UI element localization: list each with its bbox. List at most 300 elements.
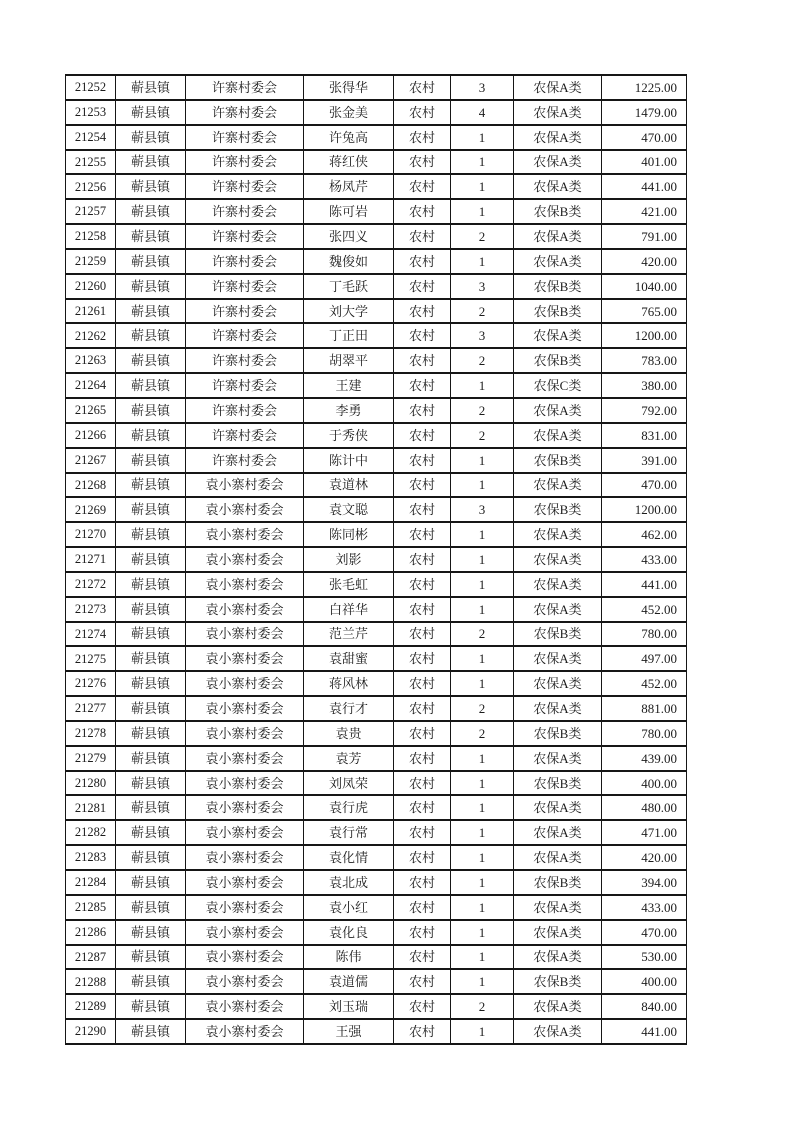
cell-town: 蕲县镇 xyxy=(116,994,186,1019)
cell-count: 1 xyxy=(451,1019,514,1044)
cell-insurance_type: 农保A类 xyxy=(514,895,602,920)
cell-amount: 783.00 xyxy=(602,348,687,373)
cell-insurance_type: 农保B类 xyxy=(514,969,602,994)
cell-name: 丁正田 xyxy=(304,323,394,348)
cell-count: 1 xyxy=(451,522,514,547)
cell-id: 21271 xyxy=(66,547,116,572)
cell-amount: 1225.00 xyxy=(602,75,687,100)
cell-name: 胡翠平 xyxy=(304,348,394,373)
cell-category: 农村 xyxy=(394,994,451,1019)
cell-amount: 470.00 xyxy=(602,125,687,150)
cell-village_committee: 许寨村委会 xyxy=(186,125,304,150)
cell-village_committee: 袁小寨村委会 xyxy=(186,746,304,771)
cell-town: 蕲县镇 xyxy=(116,249,186,274)
cell-name: 袁贵 xyxy=(304,721,394,746)
cell-name: 袁小红 xyxy=(304,895,394,920)
cell-village_committee: 袁小寨村委会 xyxy=(186,945,304,970)
cell-count: 1 xyxy=(451,795,514,820)
cell-category: 农村 xyxy=(394,174,451,199)
cell-town: 蕲县镇 xyxy=(116,199,186,224)
cell-amount: 394.00 xyxy=(602,870,687,895)
cell-count: 1 xyxy=(451,646,514,671)
cell-amount: 441.00 xyxy=(602,174,687,199)
cell-village_committee: 许寨村委会 xyxy=(186,299,304,324)
cell-village_committee: 袁小寨村委会 xyxy=(186,895,304,920)
cell-village_committee: 袁小寨村委会 xyxy=(186,547,304,572)
cell-name: 刘玉瑞 xyxy=(304,994,394,1019)
cell-name: 蒋红侠 xyxy=(304,150,394,175)
cell-name: 李勇 xyxy=(304,398,394,423)
cell-amount: 1040.00 xyxy=(602,274,687,299)
table-row xyxy=(66,969,687,994)
cell-insurance_type: 农保B类 xyxy=(514,622,602,647)
cell-id: 21284 xyxy=(66,870,116,895)
cell-id: 21270 xyxy=(66,522,116,547)
cell-amount: 452.00 xyxy=(602,671,687,696)
cell-category: 农村 xyxy=(394,771,451,796)
cell-insurance_type: 农保A类 xyxy=(514,398,602,423)
cell-count: 1 xyxy=(451,820,514,845)
cell-town: 蕲县镇 xyxy=(116,845,186,870)
table-row xyxy=(66,423,687,448)
cell-town: 蕲县镇 xyxy=(116,497,186,522)
cell-insurance_type: 农保A类 xyxy=(514,174,602,199)
table-row xyxy=(66,920,687,945)
cell-id: 21256 xyxy=(66,174,116,199)
cell-category: 农村 xyxy=(394,671,451,696)
cell-town: 蕲县镇 xyxy=(116,1019,186,1044)
table-row xyxy=(66,994,687,1019)
cell-count: 3 xyxy=(451,274,514,299)
cell-name: 袁道儒 xyxy=(304,969,394,994)
cell-id: 21258 xyxy=(66,224,116,249)
cell-category: 农村 xyxy=(394,746,451,771)
table-row xyxy=(66,721,687,746)
cell-amount: 452.00 xyxy=(602,597,687,622)
cell-town: 蕲县镇 xyxy=(116,547,186,572)
cell-town: 蕲县镇 xyxy=(116,771,186,796)
cell-id: 21264 xyxy=(66,373,116,398)
cell-village_committee: 袁小寨村委会 xyxy=(186,721,304,746)
cell-name: 陈伟 xyxy=(304,945,394,970)
cell-id: 21254 xyxy=(66,125,116,150)
cell-count: 1 xyxy=(451,572,514,597)
cell-name: 魏俊如 xyxy=(304,249,394,274)
table-row xyxy=(66,348,687,373)
cell-count: 1 xyxy=(451,547,514,572)
cell-count: 1 xyxy=(451,920,514,945)
cell-count: 2 xyxy=(451,423,514,448)
cell-category: 农村 xyxy=(394,348,451,373)
cell-insurance_type: 农保A类 xyxy=(514,547,602,572)
cell-amount: 497.00 xyxy=(602,646,687,671)
cell-id: 21280 xyxy=(66,771,116,796)
cell-amount: 881.00 xyxy=(602,696,687,721)
cell-category: 农村 xyxy=(394,969,451,994)
cell-insurance_type: 农保B类 xyxy=(514,771,602,796)
cell-village_committee: 许寨村委会 xyxy=(186,150,304,175)
cell-insurance_type: 农保A类 xyxy=(514,572,602,597)
cell-town: 蕲县镇 xyxy=(116,125,186,150)
table-row xyxy=(66,522,687,547)
cell-category: 农村 xyxy=(394,845,451,870)
cell-amount: 840.00 xyxy=(602,994,687,1019)
cell-count: 1 xyxy=(451,845,514,870)
cell-category: 农村 xyxy=(394,820,451,845)
table-row xyxy=(66,945,687,970)
table-row xyxy=(66,497,687,522)
cell-amount: 831.00 xyxy=(602,423,687,448)
table-row xyxy=(66,398,687,423)
cell-town: 蕲县镇 xyxy=(116,473,186,498)
cell-category: 农村 xyxy=(394,622,451,647)
cell-count: 2 xyxy=(451,622,514,647)
cell-amount: 401.00 xyxy=(602,150,687,175)
cell-id: 21259 xyxy=(66,249,116,274)
table-row xyxy=(66,174,687,199)
cell-id: 21272 xyxy=(66,572,116,597)
cell-count: 3 xyxy=(451,75,514,100)
cell-id: 21273 xyxy=(66,597,116,622)
cell-town: 蕲县镇 xyxy=(116,795,186,820)
cell-category: 农村 xyxy=(394,945,451,970)
cell-count: 2 xyxy=(451,696,514,721)
cell-insurance_type: 农保A类 xyxy=(514,746,602,771)
cell-category: 农村 xyxy=(394,448,451,473)
cell-village_committee: 袁小寨村委会 xyxy=(186,771,304,796)
cell-village_committee: 袁小寨村委会 xyxy=(186,622,304,647)
cell-id: 21261 xyxy=(66,299,116,324)
cell-category: 农村 xyxy=(394,572,451,597)
cell-town: 蕲县镇 xyxy=(116,224,186,249)
cell-village_committee: 袁小寨村委会 xyxy=(186,646,304,671)
cell-id: 21287 xyxy=(66,945,116,970)
cell-town: 蕲县镇 xyxy=(116,646,186,671)
cell-town: 蕲县镇 xyxy=(116,299,186,324)
table-row xyxy=(66,473,687,498)
table-row xyxy=(66,870,687,895)
cell-count: 4 xyxy=(451,100,514,125)
cell-category: 农村 xyxy=(394,646,451,671)
table-row xyxy=(66,895,687,920)
cell-id: 21252 xyxy=(66,75,116,100)
cell-id: 21276 xyxy=(66,671,116,696)
cell-amount: 1479.00 xyxy=(602,100,687,125)
cell-name: 许兔高 xyxy=(304,125,394,150)
cell-count: 1 xyxy=(451,945,514,970)
cell-category: 农村 xyxy=(394,597,451,622)
cell-insurance_type: 农保B类 xyxy=(514,274,602,299)
table-row xyxy=(66,323,687,348)
cell-count: 1 xyxy=(451,597,514,622)
cell-amount: 791.00 xyxy=(602,224,687,249)
cell-id: 21281 xyxy=(66,795,116,820)
cell-id: 21283 xyxy=(66,845,116,870)
cell-amount: 441.00 xyxy=(602,572,687,597)
cell-insurance_type: 农保A类 xyxy=(514,249,602,274)
cell-town: 蕲县镇 xyxy=(116,274,186,299)
cell-town: 蕲县镇 xyxy=(116,870,186,895)
cell-id: 21265 xyxy=(66,398,116,423)
cell-village_committee: 袁小寨村委会 xyxy=(186,994,304,1019)
table-row xyxy=(66,771,687,796)
cell-id: 21267 xyxy=(66,448,116,473)
cell-village_committee: 袁小寨村委会 xyxy=(186,572,304,597)
cell-name: 刘影 xyxy=(304,547,394,572)
cell-amount: 420.00 xyxy=(602,845,687,870)
table-row xyxy=(66,572,687,597)
cell-town: 蕲县镇 xyxy=(116,398,186,423)
cell-village_committee: 袁小寨村委会 xyxy=(186,870,304,895)
cell-name: 袁甜蜜 xyxy=(304,646,394,671)
cell-category: 农村 xyxy=(394,547,451,572)
cell-insurance_type: 农保A类 xyxy=(514,150,602,175)
cell-insurance_type: 农保A类 xyxy=(514,323,602,348)
cell-amount: 780.00 xyxy=(602,622,687,647)
cell-insurance_type: 农保A类 xyxy=(514,597,602,622)
cell-name: 张毛虹 xyxy=(304,572,394,597)
table-row xyxy=(66,795,687,820)
cell-town: 蕲县镇 xyxy=(116,746,186,771)
cell-village_committee: 袁小寨村委会 xyxy=(186,795,304,820)
cell-category: 农村 xyxy=(394,895,451,920)
cell-village_committee: 许寨村委会 xyxy=(186,199,304,224)
cell-id: 21277 xyxy=(66,696,116,721)
table-body xyxy=(66,75,687,1044)
cell-insurance_type: 农保A类 xyxy=(514,820,602,845)
cell-town: 蕲县镇 xyxy=(116,945,186,970)
cell-town: 蕲县镇 xyxy=(116,969,186,994)
cell-amount: 765.00 xyxy=(602,299,687,324)
cell-insurance_type: 农保A类 xyxy=(514,125,602,150)
cell-town: 蕲县镇 xyxy=(116,522,186,547)
cell-insurance_type: 农保B类 xyxy=(514,870,602,895)
cell-town: 蕲县镇 xyxy=(116,348,186,373)
cell-name: 陈同彬 xyxy=(304,522,394,547)
cell-id: 21290 xyxy=(66,1019,116,1044)
cell-town: 蕲县镇 xyxy=(116,597,186,622)
cell-id: 21278 xyxy=(66,721,116,746)
cell-town: 蕲县镇 xyxy=(116,895,186,920)
cell-category: 农村 xyxy=(394,224,451,249)
cell-category: 农村 xyxy=(394,721,451,746)
cell-id: 21255 xyxy=(66,150,116,175)
cell-town: 蕲县镇 xyxy=(116,373,186,398)
table-row xyxy=(66,100,687,125)
cell-town: 蕲县镇 xyxy=(116,920,186,945)
table-row xyxy=(66,150,687,175)
cell-insurance_type: 农保A类 xyxy=(514,473,602,498)
cell-category: 农村 xyxy=(394,696,451,721)
cell-count: 1 xyxy=(451,249,514,274)
cell-category: 农村 xyxy=(394,522,451,547)
table-row xyxy=(66,696,687,721)
cell-village_committee: 许寨村委会 xyxy=(186,100,304,125)
cell-id: 21266 xyxy=(66,423,116,448)
cell-id: 21285 xyxy=(66,895,116,920)
table-row xyxy=(66,373,687,398)
cell-insurance_type: 农保A类 xyxy=(514,646,602,671)
cell-id: 21274 xyxy=(66,622,116,647)
cell-amount: 480.00 xyxy=(602,795,687,820)
cell-village_committee: 袁小寨村委会 xyxy=(186,597,304,622)
cell-name: 袁文聪 xyxy=(304,497,394,522)
cell-village_committee: 袁小寨村委会 xyxy=(186,969,304,994)
insurance-roster-table xyxy=(65,74,687,1045)
cell-insurance_type: 农保A类 xyxy=(514,696,602,721)
cell-name: 刘大学 xyxy=(304,299,394,324)
cell-id: 21269 xyxy=(66,497,116,522)
cell-amount: 462.00 xyxy=(602,522,687,547)
cell-count: 2 xyxy=(451,398,514,423)
cell-town: 蕲县镇 xyxy=(116,423,186,448)
cell-name: 于秀侠 xyxy=(304,423,394,448)
cell-category: 农村 xyxy=(394,473,451,498)
cell-name: 王建 xyxy=(304,373,394,398)
cell-count: 1 xyxy=(451,969,514,994)
cell-id: 21282 xyxy=(66,820,116,845)
cell-insurance_type: 农保A类 xyxy=(514,522,602,547)
cell-count: 2 xyxy=(451,721,514,746)
cell-town: 蕲县镇 xyxy=(116,721,186,746)
cell-village_committee: 许寨村委会 xyxy=(186,75,304,100)
cell-count: 2 xyxy=(451,224,514,249)
cell-id: 21257 xyxy=(66,199,116,224)
cell-insurance_type: 农保B类 xyxy=(514,721,602,746)
cell-amount: 421.00 xyxy=(602,199,687,224)
cell-amount: 780.00 xyxy=(602,721,687,746)
cell-insurance_type: 农保A类 xyxy=(514,100,602,125)
cell-count: 2 xyxy=(451,348,514,373)
cell-count: 1 xyxy=(451,671,514,696)
cell-id: 21262 xyxy=(66,323,116,348)
cell-id: 21288 xyxy=(66,969,116,994)
cell-amount: 792.00 xyxy=(602,398,687,423)
cell-insurance_type: 农保A类 xyxy=(514,423,602,448)
cell-name: 张金美 xyxy=(304,100,394,125)
cell-village_committee: 许寨村委会 xyxy=(186,398,304,423)
cell-amount: 530.00 xyxy=(602,945,687,970)
cell-id: 21286 xyxy=(66,920,116,945)
cell-name: 白祥华 xyxy=(304,597,394,622)
cell-village_committee: 袁小寨村委会 xyxy=(186,497,304,522)
cell-village_committee: 袁小寨村委会 xyxy=(186,473,304,498)
table-row xyxy=(66,597,687,622)
cell-id: 21253 xyxy=(66,100,116,125)
cell-amount: 420.00 xyxy=(602,249,687,274)
cell-insurance_type: 农保A类 xyxy=(514,945,602,970)
cell-insurance_type: 农保A类 xyxy=(514,795,602,820)
cell-amount: 471.00 xyxy=(602,820,687,845)
cell-town: 蕲县镇 xyxy=(116,75,186,100)
cell-insurance_type: 农保A类 xyxy=(514,994,602,1019)
cell-amount: 380.00 xyxy=(602,373,687,398)
cell-category: 农村 xyxy=(394,274,451,299)
cell-category: 农村 xyxy=(394,150,451,175)
cell-town: 蕲县镇 xyxy=(116,323,186,348)
table-row xyxy=(66,845,687,870)
cell-village_committee: 许寨村委会 xyxy=(186,249,304,274)
table-row xyxy=(66,1019,687,1044)
cell-name: 刘凤荣 xyxy=(304,771,394,796)
cell-insurance_type: 农保A类 xyxy=(514,75,602,100)
cell-count: 1 xyxy=(451,771,514,796)
cell-village_committee: 袁小寨村委会 xyxy=(186,920,304,945)
cell-count: 1 xyxy=(451,746,514,771)
cell-town: 蕲县镇 xyxy=(116,572,186,597)
cell-village_committee: 许寨村委会 xyxy=(186,174,304,199)
cell-village_committee: 许寨村委会 xyxy=(186,448,304,473)
cell-name: 蒋风林 xyxy=(304,671,394,696)
cell-town: 蕲县镇 xyxy=(116,622,186,647)
cell-amount: 433.00 xyxy=(602,895,687,920)
cell-amount: 441.00 xyxy=(602,1019,687,1044)
cell-insurance_type: 农保A类 xyxy=(514,845,602,870)
cell-name: 范兰芹 xyxy=(304,622,394,647)
cell-category: 农村 xyxy=(394,75,451,100)
cell-category: 农村 xyxy=(394,373,451,398)
cell-category: 农村 xyxy=(394,795,451,820)
cell-id: 21289 xyxy=(66,994,116,1019)
cell-amount: 391.00 xyxy=(602,448,687,473)
cell-name: 张四义 xyxy=(304,224,394,249)
cell-id: 21279 xyxy=(66,746,116,771)
cell-category: 农村 xyxy=(394,100,451,125)
cell-count: 1 xyxy=(451,125,514,150)
cell-town: 蕲县镇 xyxy=(116,174,186,199)
cell-insurance_type: 农保B类 xyxy=(514,299,602,324)
table-row xyxy=(66,299,687,324)
cell-insurance_type: 农保A类 xyxy=(514,920,602,945)
cell-name: 张得华 xyxy=(304,75,394,100)
table-row xyxy=(66,199,687,224)
cell-town: 蕲县镇 xyxy=(116,671,186,696)
table-row xyxy=(66,249,687,274)
cell-count: 1 xyxy=(451,870,514,895)
cell-village_committee: 许寨村委会 xyxy=(186,323,304,348)
cell-category: 农村 xyxy=(394,423,451,448)
cell-amount: 470.00 xyxy=(602,473,687,498)
cell-name: 袁行才 xyxy=(304,696,394,721)
cell-name: 陈计中 xyxy=(304,448,394,473)
cell-name: 袁化良 xyxy=(304,920,394,945)
table-row xyxy=(66,75,687,100)
cell-town: 蕲县镇 xyxy=(116,820,186,845)
cell-count: 1 xyxy=(451,199,514,224)
table-row xyxy=(66,746,687,771)
cell-count: 2 xyxy=(451,299,514,324)
cell-category: 农村 xyxy=(394,870,451,895)
cell-amount: 1200.00 xyxy=(602,323,687,348)
table-row xyxy=(66,646,687,671)
cell-count: 1 xyxy=(451,448,514,473)
cell-amount: 439.00 xyxy=(602,746,687,771)
cell-category: 农村 xyxy=(394,249,451,274)
cell-count: 3 xyxy=(451,323,514,348)
table-row xyxy=(66,671,687,696)
cell-category: 农村 xyxy=(394,199,451,224)
cell-town: 蕲县镇 xyxy=(116,448,186,473)
cell-name: 杨凤芹 xyxy=(304,174,394,199)
cell-insurance_type: 农保A类 xyxy=(514,671,602,696)
cell-category: 农村 xyxy=(394,125,451,150)
cell-village_committee: 许寨村委会 xyxy=(186,274,304,299)
cell-insurance_type: 农保A类 xyxy=(514,1019,602,1044)
cell-name: 袁道林 xyxy=(304,473,394,498)
cell-village_committee: 许寨村委会 xyxy=(186,423,304,448)
cell-insurance_type: 农保A类 xyxy=(514,224,602,249)
cell-village_committee: 袁小寨村委会 xyxy=(186,522,304,547)
